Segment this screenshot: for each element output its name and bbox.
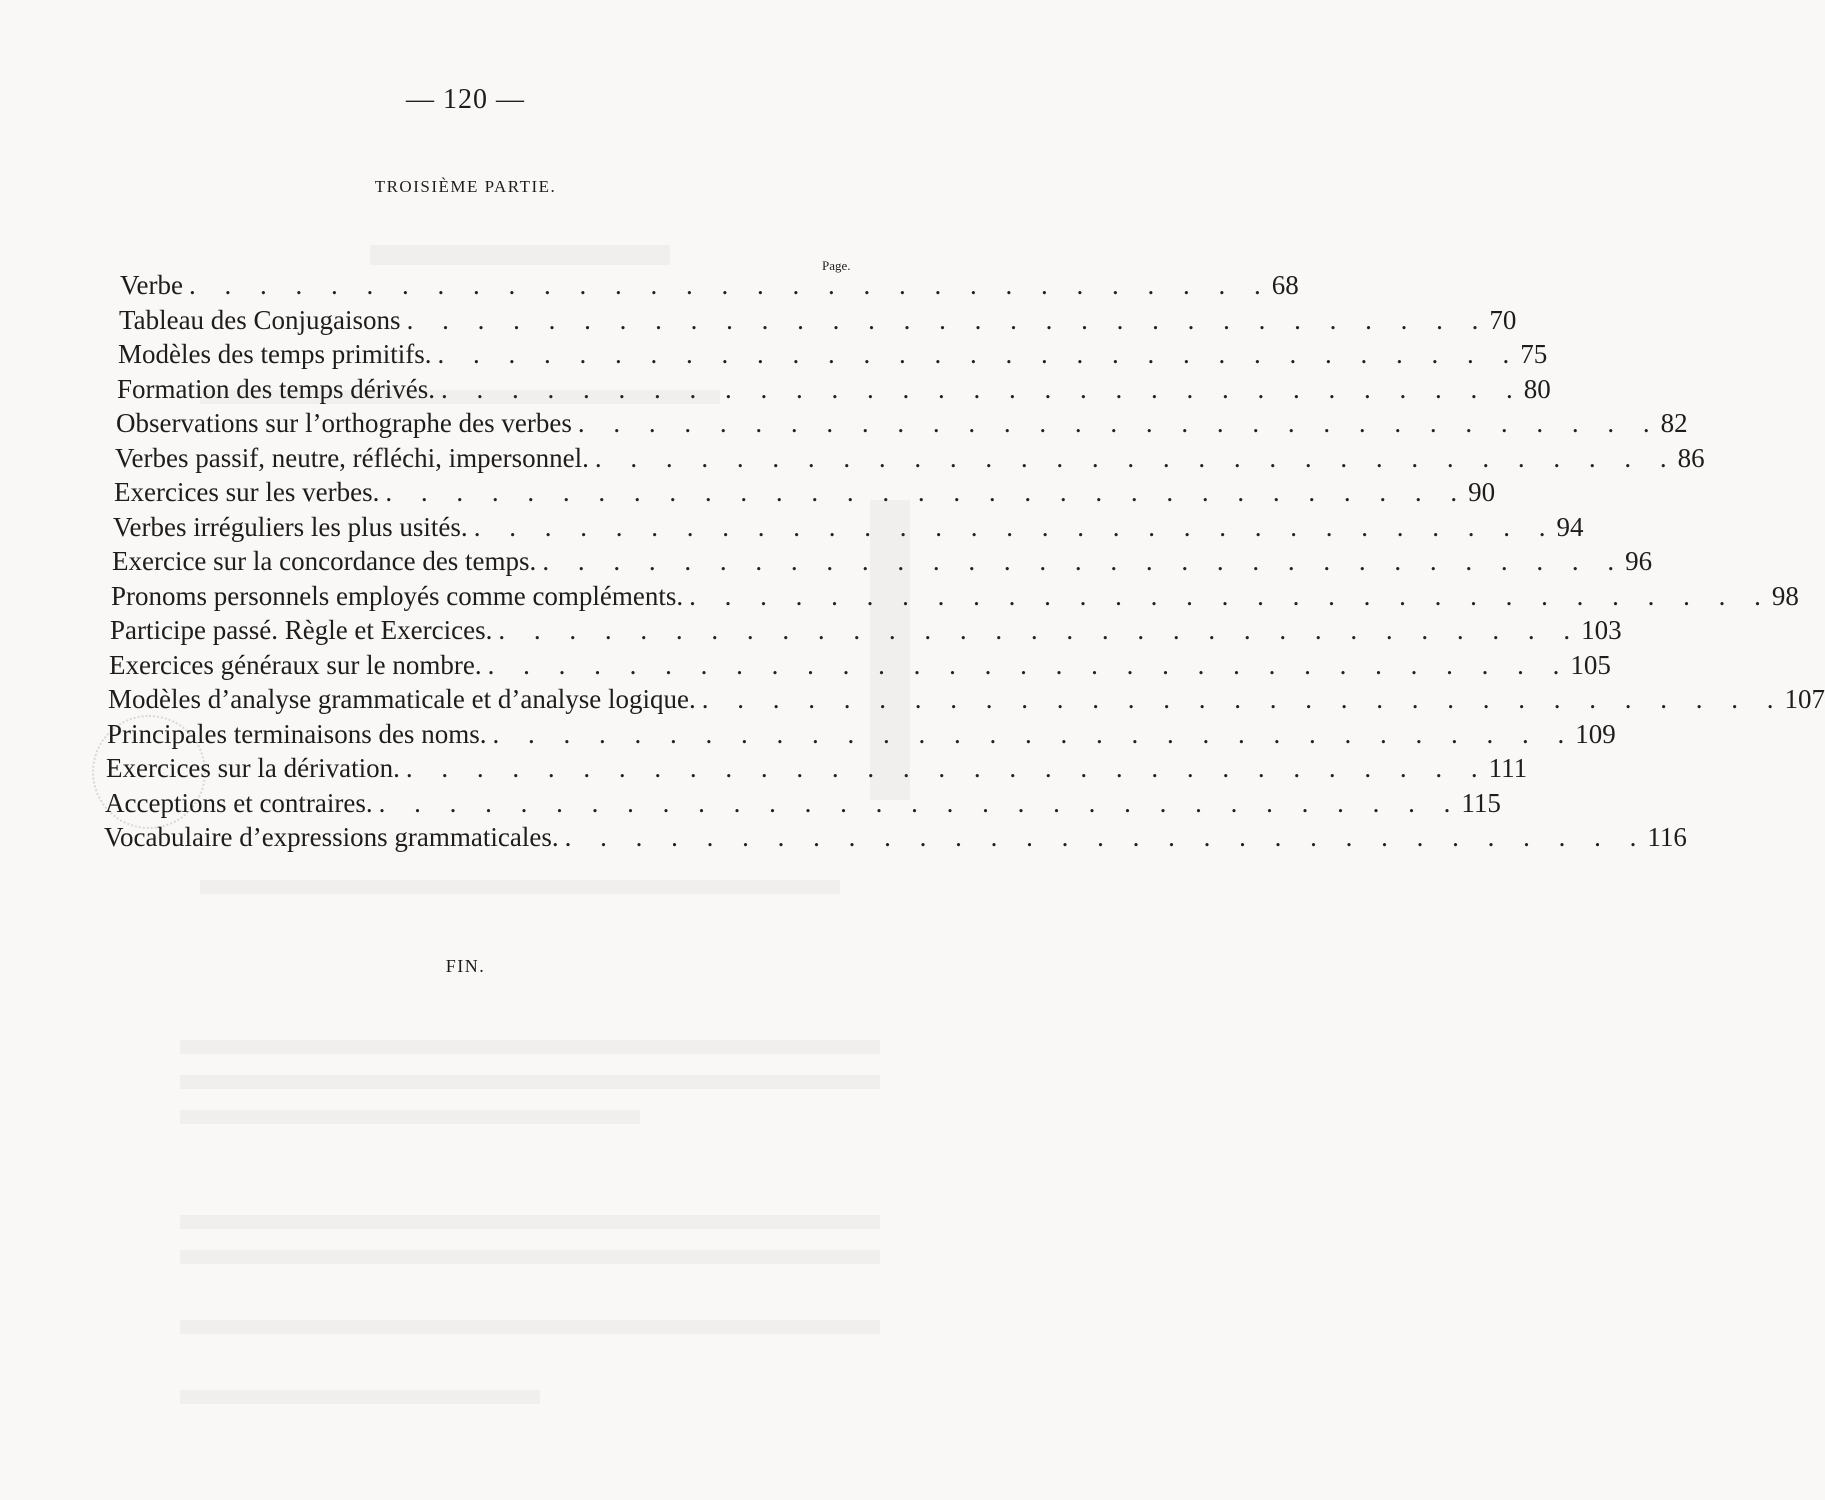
dot-leader: . . . . . . . . . . . . . . . . . . . . . . . . . . . . . . . (689, 580, 1772, 611)
dot-leader: . . . . . . . . . . . . . . . . . . . . . . . . . . . . . . . (385, 477, 1469, 507)
dot-leader: . . . . . . . . . . . . . . . . . . . . . . . . . . . . . . . (405, 753, 1489, 783)
dot-leader: . . . . . . . . . . . . . . . . . . . . . . . . . . . . . . . (594, 442, 1678, 473)
toc-entry-page: 75 (1520, 339, 1548, 369)
toc-entry-title: Pronoms personnels employés comme compléments. (111, 580, 684, 611)
toc-entry-page: 86 (1677, 442, 1705, 473)
toc-entry-title: Observations sur l’orthographe des verbes (116, 408, 572, 438)
toc-entry (110, 611, 1622, 647)
dot-leader: . . . . . . . . . . . . . . . . . . . . . . . . . . . . . . . (564, 822, 1648, 852)
toc-entry (106, 749, 1528, 785)
toc-entry-page: 96 (1625, 546, 1653, 576)
toc-entry (104, 818, 1687, 854)
toc-entry (115, 439, 1705, 475)
toc-entry (108, 680, 1825, 716)
toc-entry-page: 98 (1771, 580, 1799, 611)
toc-entry (113, 508, 1584, 544)
dot-leader: . . . . . . . . . . . . . . . . . . . . . . . . . . . . . . . (406, 304, 1490, 335)
section-title: TROISIÈME PARTIE. (374, 177, 557, 196)
toc-entry-title: Participe passé. Règle et Exercices. (110, 615, 493, 645)
page-number: — 120 — (406, 84, 525, 115)
toc-entry-page: 103 (1581, 615, 1622, 645)
toc-entry (111, 577, 1799, 613)
toc-entry-title: Tableau des Conjugaisons (119, 304, 401, 335)
toc-entry-page: 70 (1489, 304, 1517, 335)
toc-entry (109, 646, 1611, 682)
toc-entry (114, 473, 1496, 509)
toc-entry-title: Modèles des temps primitifs. (118, 339, 432, 369)
dot-leader: . . . . . . . . . . . . . . . . . . . . . . . . . . . . . . . (577, 408, 1661, 438)
page-column-label: Page. (822, 258, 851, 273)
toc-entry (107, 715, 1616, 751)
dot-leader: . . . . . . . . . . . . . . . . . . . . . . . . . . . . . . . (492, 718, 1576, 749)
toc-entry-title: Exercices sur les verbes. (114, 477, 380, 507)
toc-entry-page: 115 (1461, 787, 1501, 818)
dot-leader: . . . . . . . . . . . . . . . . . . . . . . . . . . . . . . . (188, 270, 1272, 300)
toc-entry-title: Exercice sur la concordance des temps. (112, 546, 537, 576)
toc-entry-page: 94 (1556, 511, 1584, 542)
toc-entry-page: 90 (1468, 477, 1496, 507)
end-mark: FIN. (445, 956, 486, 976)
dot-leader: . . . . . . . . . . . . . . . . . . . . . . . . . . . . . . . (473, 511, 1557, 542)
toc-entry (112, 542, 1653, 578)
toc-entry-page: 111 (1488, 753, 1528, 783)
dot-leader: . . . . . . . . . . . . . . . . . . . . . . . . . . . . . . . (542, 546, 1626, 576)
toc-entry-title: Exercices sur la dérivation. (106, 753, 400, 783)
dot-leader: . . . . . . . . . . . . . . . . . . . . . . . . . . . . . . . (437, 339, 1521, 369)
toc-entry (117, 370, 1551, 406)
toc-entry-page: 109 (1575, 718, 1616, 749)
toc-entry (118, 335, 1548, 371)
toc-entry-title: Exercices généraux sur le nombre. (109, 649, 482, 680)
dot-leader: . . . . . . . . . . . . . . . . . . . . . . . . . . . . . . . (378, 787, 1462, 818)
toc-entry-title: Modèles d’analyse grammaticale et d’analyse logique. (108, 684, 696, 714)
toc-entry (119, 301, 1517, 337)
toc-entry-page: 80 (1523, 373, 1551, 404)
dot-leader: . . . . . . . . . . . . . . . . . . . . . . . . . . . . . . . (701, 684, 1785, 714)
dot-leader: . . . . . . . . . . . . . . . . . . . . . . . . . . . . . . . (498, 615, 1582, 645)
toc-entry-title: Verbes irréguliers les plus usités. (113, 511, 468, 542)
toc-entry-title: Principales terminaisons des noms. (107, 718, 487, 749)
toc-entry-title: Formation des temps dérivés. (117, 373, 435, 404)
toc-entry-title: Vocabulaire d’expressions grammaticales. (104, 822, 559, 852)
toc-entry-page: 107 (1784, 684, 1825, 714)
toc-entry-page: 116 (1647, 822, 1687, 852)
toc-entry-page: 105 (1570, 649, 1611, 680)
toc-entry (120, 266, 1299, 302)
toc-entry-page: 82 (1660, 408, 1688, 438)
toc-entry-title: Acceptions et contraires. (105, 787, 373, 818)
dot-leader: . . . . . . . . . . . . . . . . . . . . . . . . . . . . . . . (440, 373, 1524, 404)
toc-entry-title: Verbes passif, neutre, réfléchi, impersonnel. (115, 442, 589, 473)
toc-entry (105, 784, 1501, 820)
toc-entry-page: 68 (1271, 270, 1299, 300)
toc-entry (116, 404, 1688, 440)
dot-leader: . . . . . . . . . . . . . . . . . . . . . . . . . . . . . . . (487, 649, 1571, 680)
toc-entry-title: Verbe (120, 270, 183, 300)
